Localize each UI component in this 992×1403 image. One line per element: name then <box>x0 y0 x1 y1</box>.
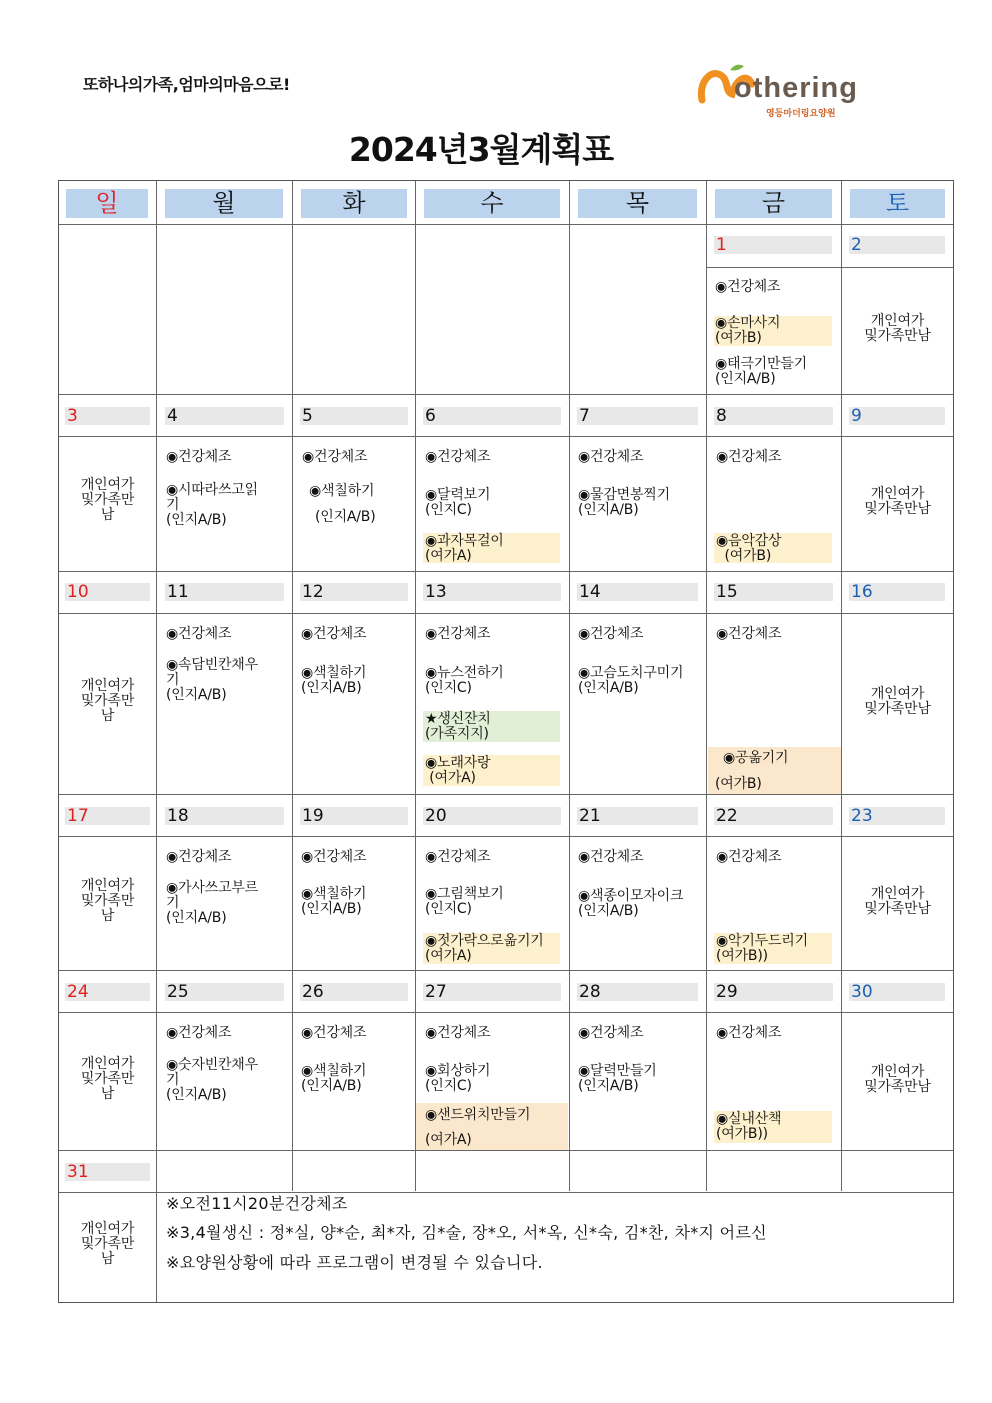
activity: ◉색칠하기 (인지A/B) <box>301 1063 367 1094</box>
day-number: 6 <box>423 407 561 425</box>
day-number: 9 <box>849 407 945 425</box>
activity: ◉달력만들기 (인지A/B) <box>578 1063 657 1094</box>
grid-line <box>706 267 953 268</box>
day-number: 15 <box>714 583 833 601</box>
weekday-fri: 금 <box>715 189 832 218</box>
activity-exercise: ◉건강체조 <box>425 626 491 642</box>
day-number: 16 <box>849 583 945 601</box>
activity: ★생신잔치 (가족지지) <box>425 711 491 742</box>
grid-line <box>59 224 953 225</box>
calendar-table <box>58 180 954 1303</box>
grid-line <box>706 181 707 1191</box>
activity-exercise: ◉건강체조 <box>166 1025 232 1041</box>
activity: ◉회상하기 (인지C) <box>425 1063 491 1094</box>
day-number: 2 <box>849 236 945 254</box>
activity-exercise: ◉건강체조 <box>716 449 782 465</box>
day-number: 29 <box>714 983 833 1001</box>
day-number: 4 <box>165 407 284 425</box>
activity: ◉샌드위치만들기 <box>425 1107 531 1123</box>
activity: ◉손마사지 (여가B) <box>715 315 781 346</box>
activity: ◉숫자빈칸채우 기 (인지A/B) <box>166 1057 258 1103</box>
activity: ◉색종이모자이크 (인지A/B) <box>578 888 684 919</box>
weekend-note: 개인여가 및가족만남 <box>864 886 931 917</box>
grid-line <box>59 1150 953 1151</box>
day-number: 14 <box>577 583 698 601</box>
day-number: 28 <box>577 983 698 1001</box>
weekday-mon: 월 <box>165 189 283 218</box>
day-number: 31 <box>65 1163 150 1181</box>
mothering-logo <box>696 62 906 118</box>
note-birthdays: ※3,4월생신 : 정*실, 양*순, 최*자, 김*술, 장*오, 서*옥, 신*숙, 김*찬, 차*지 어르신 <box>166 1223 767 1242</box>
activity-exercise: ◉건강체조 <box>166 626 232 642</box>
grid-line <box>292 181 293 1191</box>
activity: (여가B) <box>715 776 762 792</box>
activity: ◉젓가락으로옮기기 (여가A) <box>425 933 544 964</box>
activity: ◉속담빈칸채우 기 (인지A/B) <box>166 657 258 703</box>
day-number: 21 <box>577 807 698 825</box>
grid-line <box>569 181 570 1191</box>
day-number: 24 <box>65 983 150 1001</box>
activity-exercise: ◉건강체조 <box>578 626 644 642</box>
grid-line <box>59 571 953 572</box>
day-number: 8 <box>714 407 833 425</box>
grid-line <box>415 181 416 1191</box>
weekend-note: 개인여가 및가족만남 <box>864 1064 931 1095</box>
day-number: 30 <box>849 983 945 1001</box>
activity-exercise: ◉건강체조 <box>578 449 644 465</box>
day-number: 5 <box>300 407 408 425</box>
slogan: 또하나의가족,엄마의마음으로! <box>83 75 290 94</box>
weekend-note: 개인여가 및가족만 남 <box>80 678 135 724</box>
activity-exercise: ◉건강체조 <box>166 449 232 465</box>
grid-line <box>59 1012 953 1013</box>
day-number: 22 <box>714 807 833 825</box>
weekday-sat: 토 <box>850 189 945 218</box>
activity: ◉노래자랑 (여가A) <box>425 755 491 786</box>
activity-exercise: ◉건강체조 <box>425 1025 491 1041</box>
activity: (여가A) <box>425 1132 472 1148</box>
day-number: 17 <box>65 807 150 825</box>
grid-line <box>59 836 953 837</box>
day-number: 19 <box>300 807 408 825</box>
day-number: 23 <box>849 807 945 825</box>
day-number: 18 <box>165 807 284 825</box>
activity: (인지A/B) <box>315 509 376 525</box>
weekday-thu: 목 <box>578 189 697 218</box>
day-number: 12 <box>300 583 408 601</box>
activity-exercise: ◉건강체조 <box>716 626 782 642</box>
activity: ◉공옮기기 <box>723 750 789 766</box>
note-schedule-change: ※요양원상황에 따라 프로그램이 변경될 수 있습니다. <box>166 1253 543 1272</box>
day-number: 3 <box>65 407 150 425</box>
day-number: 25 <box>165 983 284 1001</box>
activity-exercise: ◉건강체조 <box>578 849 644 865</box>
activity: ◉악기두드리기 (여가B)) <box>716 933 808 964</box>
weekend-note: 개인여가 및가족만 남 <box>80 1221 135 1267</box>
activity-exercise: ◉건강체조 <box>301 849 367 865</box>
weekend-note: 개인여가 및가족만 남 <box>80 878 135 924</box>
grid-line <box>59 970 953 971</box>
day-number: 10 <box>65 583 150 601</box>
page-title: 2024년3월계획표 <box>348 130 614 169</box>
weekday-tue: 화 <box>301 189 407 218</box>
day-number: 26 <box>300 983 408 1001</box>
activity-exercise: ◉건강체조 <box>578 1025 644 1041</box>
logo-text: othering <box>734 72 858 104</box>
day-number: 7 <box>577 407 698 425</box>
activity: ◉뉴스전하기 (인지C) <box>425 665 504 696</box>
weekday-sun: 일 <box>66 189 148 218</box>
day-number: 1 <box>714 236 832 254</box>
grid-line <box>59 436 953 437</box>
grid-line <box>59 613 953 614</box>
logo-subtitle: 영등마더링요양원 <box>766 109 836 119</box>
activity-exercise: ◉건강체조 <box>425 449 491 465</box>
activity: ◉시따라쓰고읽 기 (인지A/B) <box>166 482 258 528</box>
day-number: 11 <box>165 583 284 601</box>
day-number: 27 <box>423 983 561 1001</box>
activity-exercise: ◉건강체조 <box>716 849 782 865</box>
activity-exercise: ◉건강체조 <box>302 449 368 465</box>
activity: ◉물감면봉찍기 (인지A/B) <box>578 487 670 518</box>
activity: ◉그림책보기 (인지C) <box>425 886 504 917</box>
grid-line <box>59 394 953 395</box>
activity: ◉태극기만들기 (인지A/B) <box>715 356 807 387</box>
grid-line <box>59 794 953 795</box>
activity-exercise: ◉건강체조 <box>301 626 367 642</box>
weekend-note: 개인여가 및가족만 남 <box>80 477 135 523</box>
activity: ◉실내산책 (여가B)) <box>716 1111 782 1142</box>
weekend-note: 개인여가 및가족만남 <box>864 486 931 517</box>
day-number: 13 <box>423 583 561 601</box>
activity-exercise: ◉건강체조 <box>166 849 232 865</box>
weekend-note: 개인여가 및가족만남 <box>864 313 931 344</box>
weekday-wed: 수 <box>424 189 560 218</box>
activity-exercise: ◉건강체조 <box>425 849 491 865</box>
activity: ◉색칠하기 (인지A/B) <box>301 665 367 696</box>
note-exercise-time: ※오전11시20분건강체조 <box>166 1194 348 1213</box>
grid-line <box>59 1192 953 1193</box>
activity: ◉색칠하기 (인지A/B) <box>301 886 367 917</box>
activity: ◉고슴도치구미기 (인지A/B) <box>578 665 684 696</box>
activity: ◉과자목걸이 (여가A) <box>425 533 504 564</box>
grid-line <box>156 181 157 1302</box>
activity: ◉가사쓰고부르 기 (인지A/B) <box>166 880 258 926</box>
activity: ◉음악감상 (여가B) <box>716 533 782 564</box>
activity-exercise: ◉건강체조 <box>716 1025 782 1041</box>
weekend-note: 개인여가 및가족만남 <box>864 686 931 717</box>
activity-exercise: ◉건강체조 <box>715 279 781 295</box>
weekend-note: 개인여가 및가족만 남 <box>80 1056 135 1102</box>
day-number: 20 <box>423 807 561 825</box>
activity: ◉색칠하기 <box>309 483 375 499</box>
activity: ◉달력보기 (인지C) <box>425 487 491 518</box>
activity-exercise: ◉건강체조 <box>301 1025 367 1041</box>
